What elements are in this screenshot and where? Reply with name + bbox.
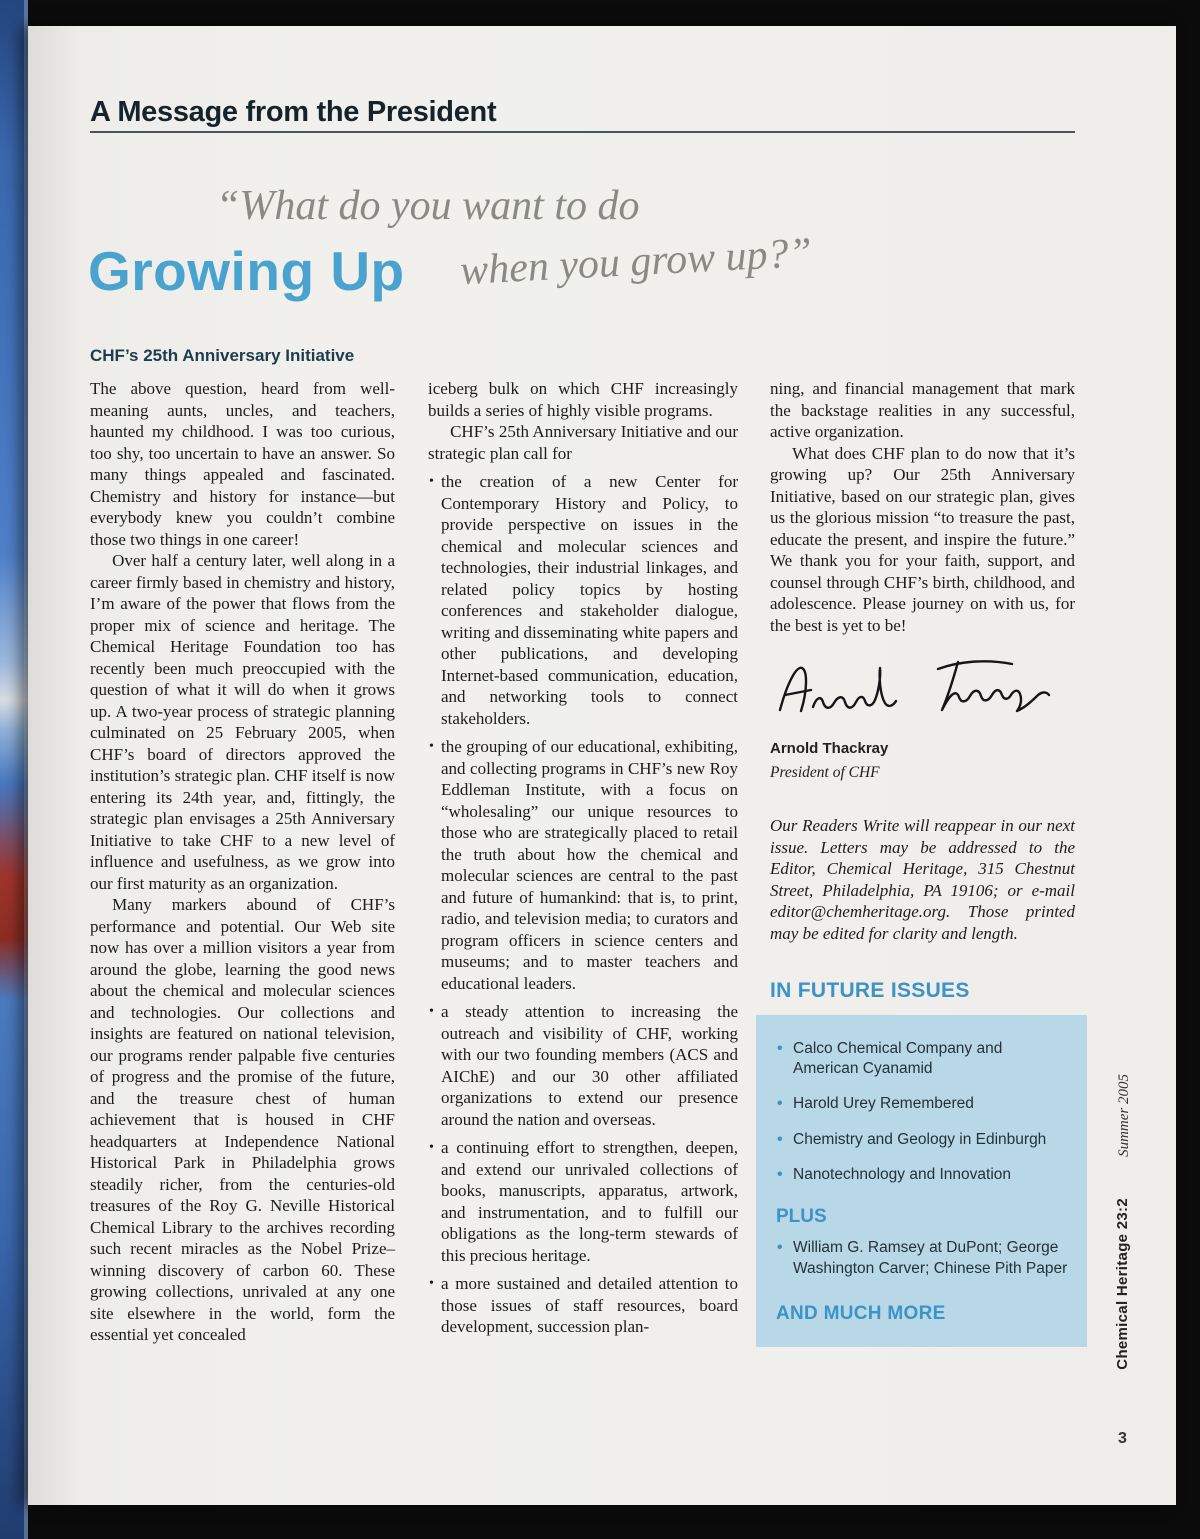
page-number: 3 (1118, 1430, 1127, 1447)
column-2-bullet-list (428, 471, 738, 1338)
paragraph: The above question, heard from well-meaning aunts, uncles, and teachers, haunted my childhood. I was too curious, too shy, too uncertain to have an answer. So many things appealed and fascinated. Chemistry and history for instance—but everybody knew you couldn’t combine those two things in one career! (90, 379, 395, 549)
paragraph: Over half a century later, well along in a career firmly based in chemistry and history, I’m aware of the power that flows from the proper mix of science and heritage. The Chemical Heritage Foundation too has recently been much preoccupied with the question of what it will do when it grows up. A two-year process of strategic planning culminated on 25 February 2005, when CHF’s board of directors approved the institution’s strategic plan. CHF itself is now entering its 24th year, and, fittingly, the strategic plan envisages a 25th Anniversary Initiative to take CHF to a new level of influence and usefulness, as we grow into our first maturity as an organization. (90, 551, 395, 893)
future-issues-list (776, 1039, 1069, 1186)
future-issue-item: • Calco Chemical Company and American Cyanamid (776, 1039, 1069, 1080)
paragraph: ning, and financial management that mark the backstage realities in any successful, active organization. (770, 379, 1075, 441)
signature-title: President of CHF (770, 763, 880, 781)
plus-items-list (776, 1238, 1069, 1279)
and-much-more-heading: AND MUCH MORE (776, 1303, 946, 1325)
article-title: Growing Up (88, 240, 405, 302)
plus-heading: PLUS (776, 1205, 827, 1227)
pull-quote-line-2: when you grow up?” (459, 229, 813, 295)
bullet-point: • a steady attention to increasing the outreach and visibility of CHF, working with our two founding members (ACS and AIChE) and our 30 other affiliated organizations to extend our presence around the nation and overseas. (428, 1001, 738, 1130)
future-issue-item: • Chemistry and Geology in Edinburgh (776, 1130, 1069, 1150)
future-issue-item: • Harold Urey Remembered (776, 1094, 1069, 1114)
article-subhead: CHF’s 25th Anniversary Initiative (90, 346, 355, 365)
bullet-point: • a more sustained and detailed attention to those issues of staff resources, board development, succession plan- (428, 1273, 738, 1338)
article-columns (90, 378, 1075, 1347)
column-3-paragraphs (770, 378, 1075, 636)
column-3 (770, 378, 1075, 1347)
future-issues-heading: IN FUTURE ISSUES (770, 979, 970, 1002)
column-1 (90, 378, 395, 1347)
signature-image (772, 654, 1072, 730)
column-1-paragraphs (90, 378, 395, 1346)
paragraph: What does CHF plan to do now that it’s growing up? Our 25th Anniversary Initiative, based on our strategic plan, gives us the glorious mission “to treasure the past, educate the present, and inspire the future.” We thank you for your faith, support, and counsel through CHF’s birth, childhood, and adolescence. Please journey on with us, for the best is yet to be! (770, 443, 1075, 635)
future-issue-item: • Nanotechnology and Innovation (776, 1165, 1069, 1185)
issue-season-vertical-label: Summer 2005 (1116, 1074, 1132, 1157)
plus-item: • William G. Ramsey at DuPont; George Washington Carver; Chinese Pith Paper (776, 1238, 1069, 1279)
section-header (90, 98, 1075, 133)
page (28, 26, 1176, 1505)
paragraph: CHF’s 25th Anniversary Initiative and our strategic plan call for (428, 422, 738, 463)
readers-write-note: Our Readers Write will reappear in our next issue. Letters may be addressed to the Editor, Chemical Heritage, 315 Chestnut Street, Philadelphia, PA 19106; or e-mail editor@chemheritage.org. Those printed may be edited for clarity and length. (770, 816, 1075, 943)
section-title: A Message from the President (90, 96, 497, 128)
signature-name: Arnold Thackray (770, 740, 889, 757)
paragraph: Many markers abound of CHF’s performance and potential. Our Web site now has over a million visitors a year from around the globe, learning the good news about the chemical and molecular sciences and technologies. Our collections and insights are featured on national television, our programs render palpable five centuries of progress and the promise of the future, and the treasure chest of human achievement that is housed in CHF headquarters at Independence National Historical Park in Philadelphia grows steadily richer, from the centuries-old treasures of the Roy G. Neville Historical Chemical Library to the archives recording such recent miracles as the Nobel Prize–winning discovery of carbon 60. These growing collections, unrivaled at any one site elsewhere in the world, form the essential yet concealed (90, 895, 395, 1344)
bullet-point: • a continuing effort to strengthen, deepen, and extend our unrivaled collections of books, manuscripts, apparatus, artwork, and instrumentation, and to fulfill our obligations as the long-term stewards of this precious heritage. (428, 1137, 738, 1266)
pull-quote-line-1: “What do you want to do (216, 183, 640, 229)
column-2-paragraphs (428, 378, 738, 464)
bullet-point: • the creation of a new Center for Contemporary History and Policy, to provide perspective on issues in the chemical and molecular sciences and technologies, their industrial linkages, and related policy topics by hosting conferences and stakeholder dialogue, writing and disseminating white papers and other publications, and developing Internet-based communication, education, and networking tools to connect stakeholders. (428, 471, 738, 729)
journal-title-vertical-label: Chemical Heritage 23:2 (1114, 1198, 1131, 1370)
paragraph: iceberg bulk on which CHF increasingly builds a series of highly visible programs. (428, 379, 738, 420)
future-issues-box (756, 1015, 1087, 1347)
column-2 (428, 378, 738, 1347)
bullet-point: • the grouping of our educational, exhibiting, and collecting programs in CHF’s new Roy Eddleman Institute, with a focus on “wholesaling” our unique resources to those who are strategically placed to retail the truth about how the chemical and molecular sciences are central to the past and future of humankind: that is, to print, radio, and television media; to curators and program officers in science centers and museums; and to master teachers and educational leaders. (428, 736, 738, 994)
